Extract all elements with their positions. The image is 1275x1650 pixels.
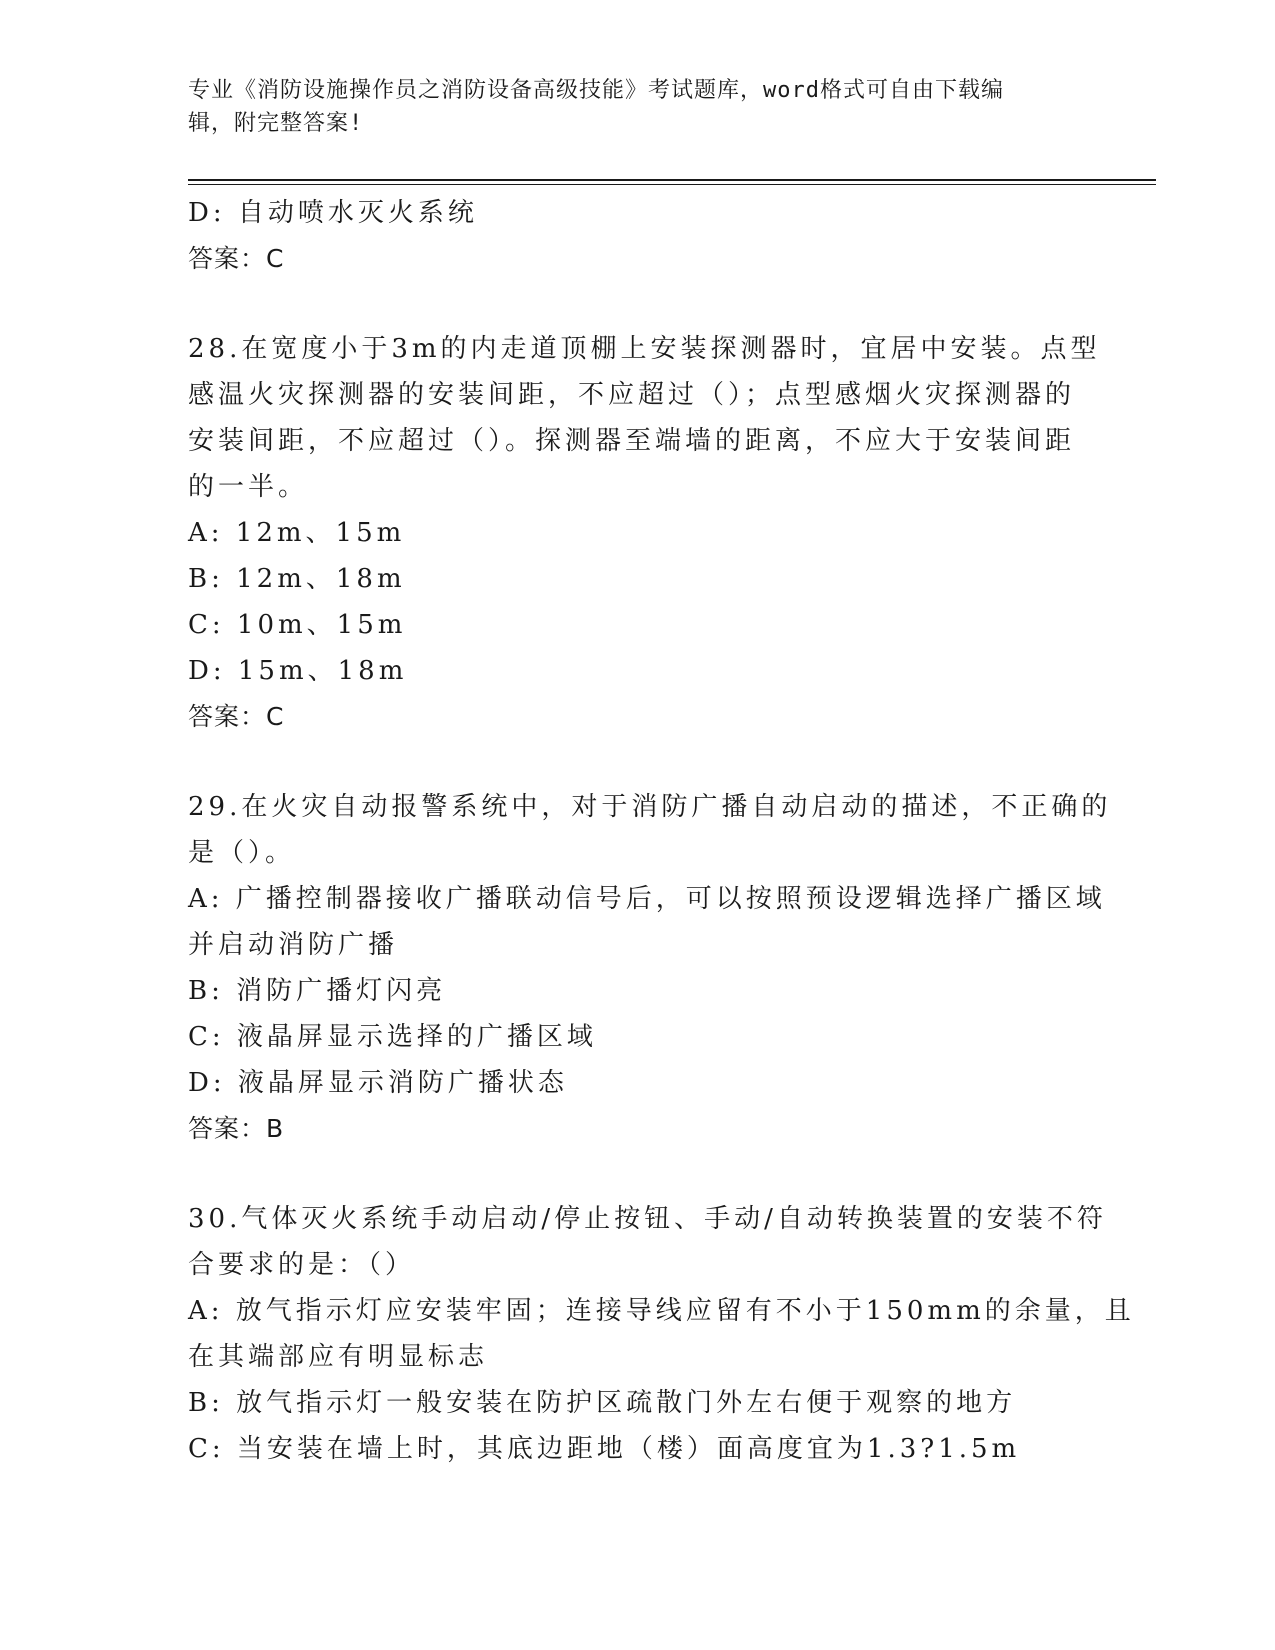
question-stem-line: 的一半。 xyxy=(188,472,309,502)
question-stem-line: 是（）。 xyxy=(188,838,296,868)
spacer xyxy=(188,740,1088,784)
answer-text: 答案：B xyxy=(188,1114,285,1143)
option-a: A: 广播控制器接收广播联动信号后，可以按照预设逻辑选择广播区域 xyxy=(188,884,1106,914)
option-c: C: 液晶屏显示选择的广播区域 xyxy=(188,1022,597,1052)
option-b: B: 放气指示灯一般安装在防护区疏散门外左右便于观察的地方 xyxy=(188,1388,1017,1418)
header-divider-thick xyxy=(188,179,1156,181)
option-a: A: 12m、15m xyxy=(188,518,406,548)
question-stem-line: 感温火灾探测器的安装间距，不应超过（）；点型感烟火灾探测器的 xyxy=(188,380,1076,410)
question-29 xyxy=(188,784,1112,1152)
spacer xyxy=(188,282,1088,326)
prev-question xyxy=(188,190,1088,282)
question-stem-line: 合要求的是：（） xyxy=(188,1250,416,1280)
option-a: A: 放气指示灯应安装牢固；连接导线应留有不小于150mm的余量，且 xyxy=(188,1296,1135,1326)
option-c: C: 10m、15m xyxy=(188,610,407,640)
option-d: D: 自动喷水灭火系统 xyxy=(188,198,478,228)
header-line-1: 专业《消防设施操作员之消防设备高级技能》考试题库，word格式可自由下载编 xyxy=(188,78,1004,103)
option-d: D: 15m、18m xyxy=(188,656,408,686)
option-a-continued: 在其端部应有明显标志 xyxy=(188,1342,489,1372)
question-content xyxy=(188,190,1135,1472)
question-30 xyxy=(188,1196,1135,1472)
spacer xyxy=(188,1152,1088,1196)
question-stem-line: 安装间距，不应超过（）。探测器至端墙的距离，不应大于安装间距 xyxy=(188,426,1076,456)
option-b: B: 12m、18m xyxy=(188,564,406,594)
answer-text: 答案：C xyxy=(188,702,285,731)
question-stem-line: 28.在宽度小于3m的内走道顶棚上安装探测器时，宜居中安装。点型 xyxy=(188,334,1101,364)
question-stem-line: 29.在火灾自动报警系统中，对于消防广播自动启动的描述，不正确的 xyxy=(188,792,1112,822)
question-stem-line: 30.气体灭火系统手动启动/停止按钮、手动/自动转换装置的安装不符 xyxy=(188,1204,1107,1234)
option-c: C: 当安装在墙上时，其底边距地（楼）面高度宜为1.3?1.5m xyxy=(188,1434,1021,1464)
option-d: D: 液晶屏显示消防广播状态 xyxy=(188,1068,568,1098)
answer-text: 答案：C xyxy=(188,244,285,273)
header-line-2: 辑，附完整答案! xyxy=(188,111,364,136)
document-header xyxy=(188,74,1068,140)
option-a-continued: 并启动消防广播 xyxy=(188,930,399,960)
question-28 xyxy=(188,326,1101,740)
option-b: B: 消防广播灯闪亮 xyxy=(188,976,447,1006)
header-divider-thin xyxy=(188,184,1156,185)
